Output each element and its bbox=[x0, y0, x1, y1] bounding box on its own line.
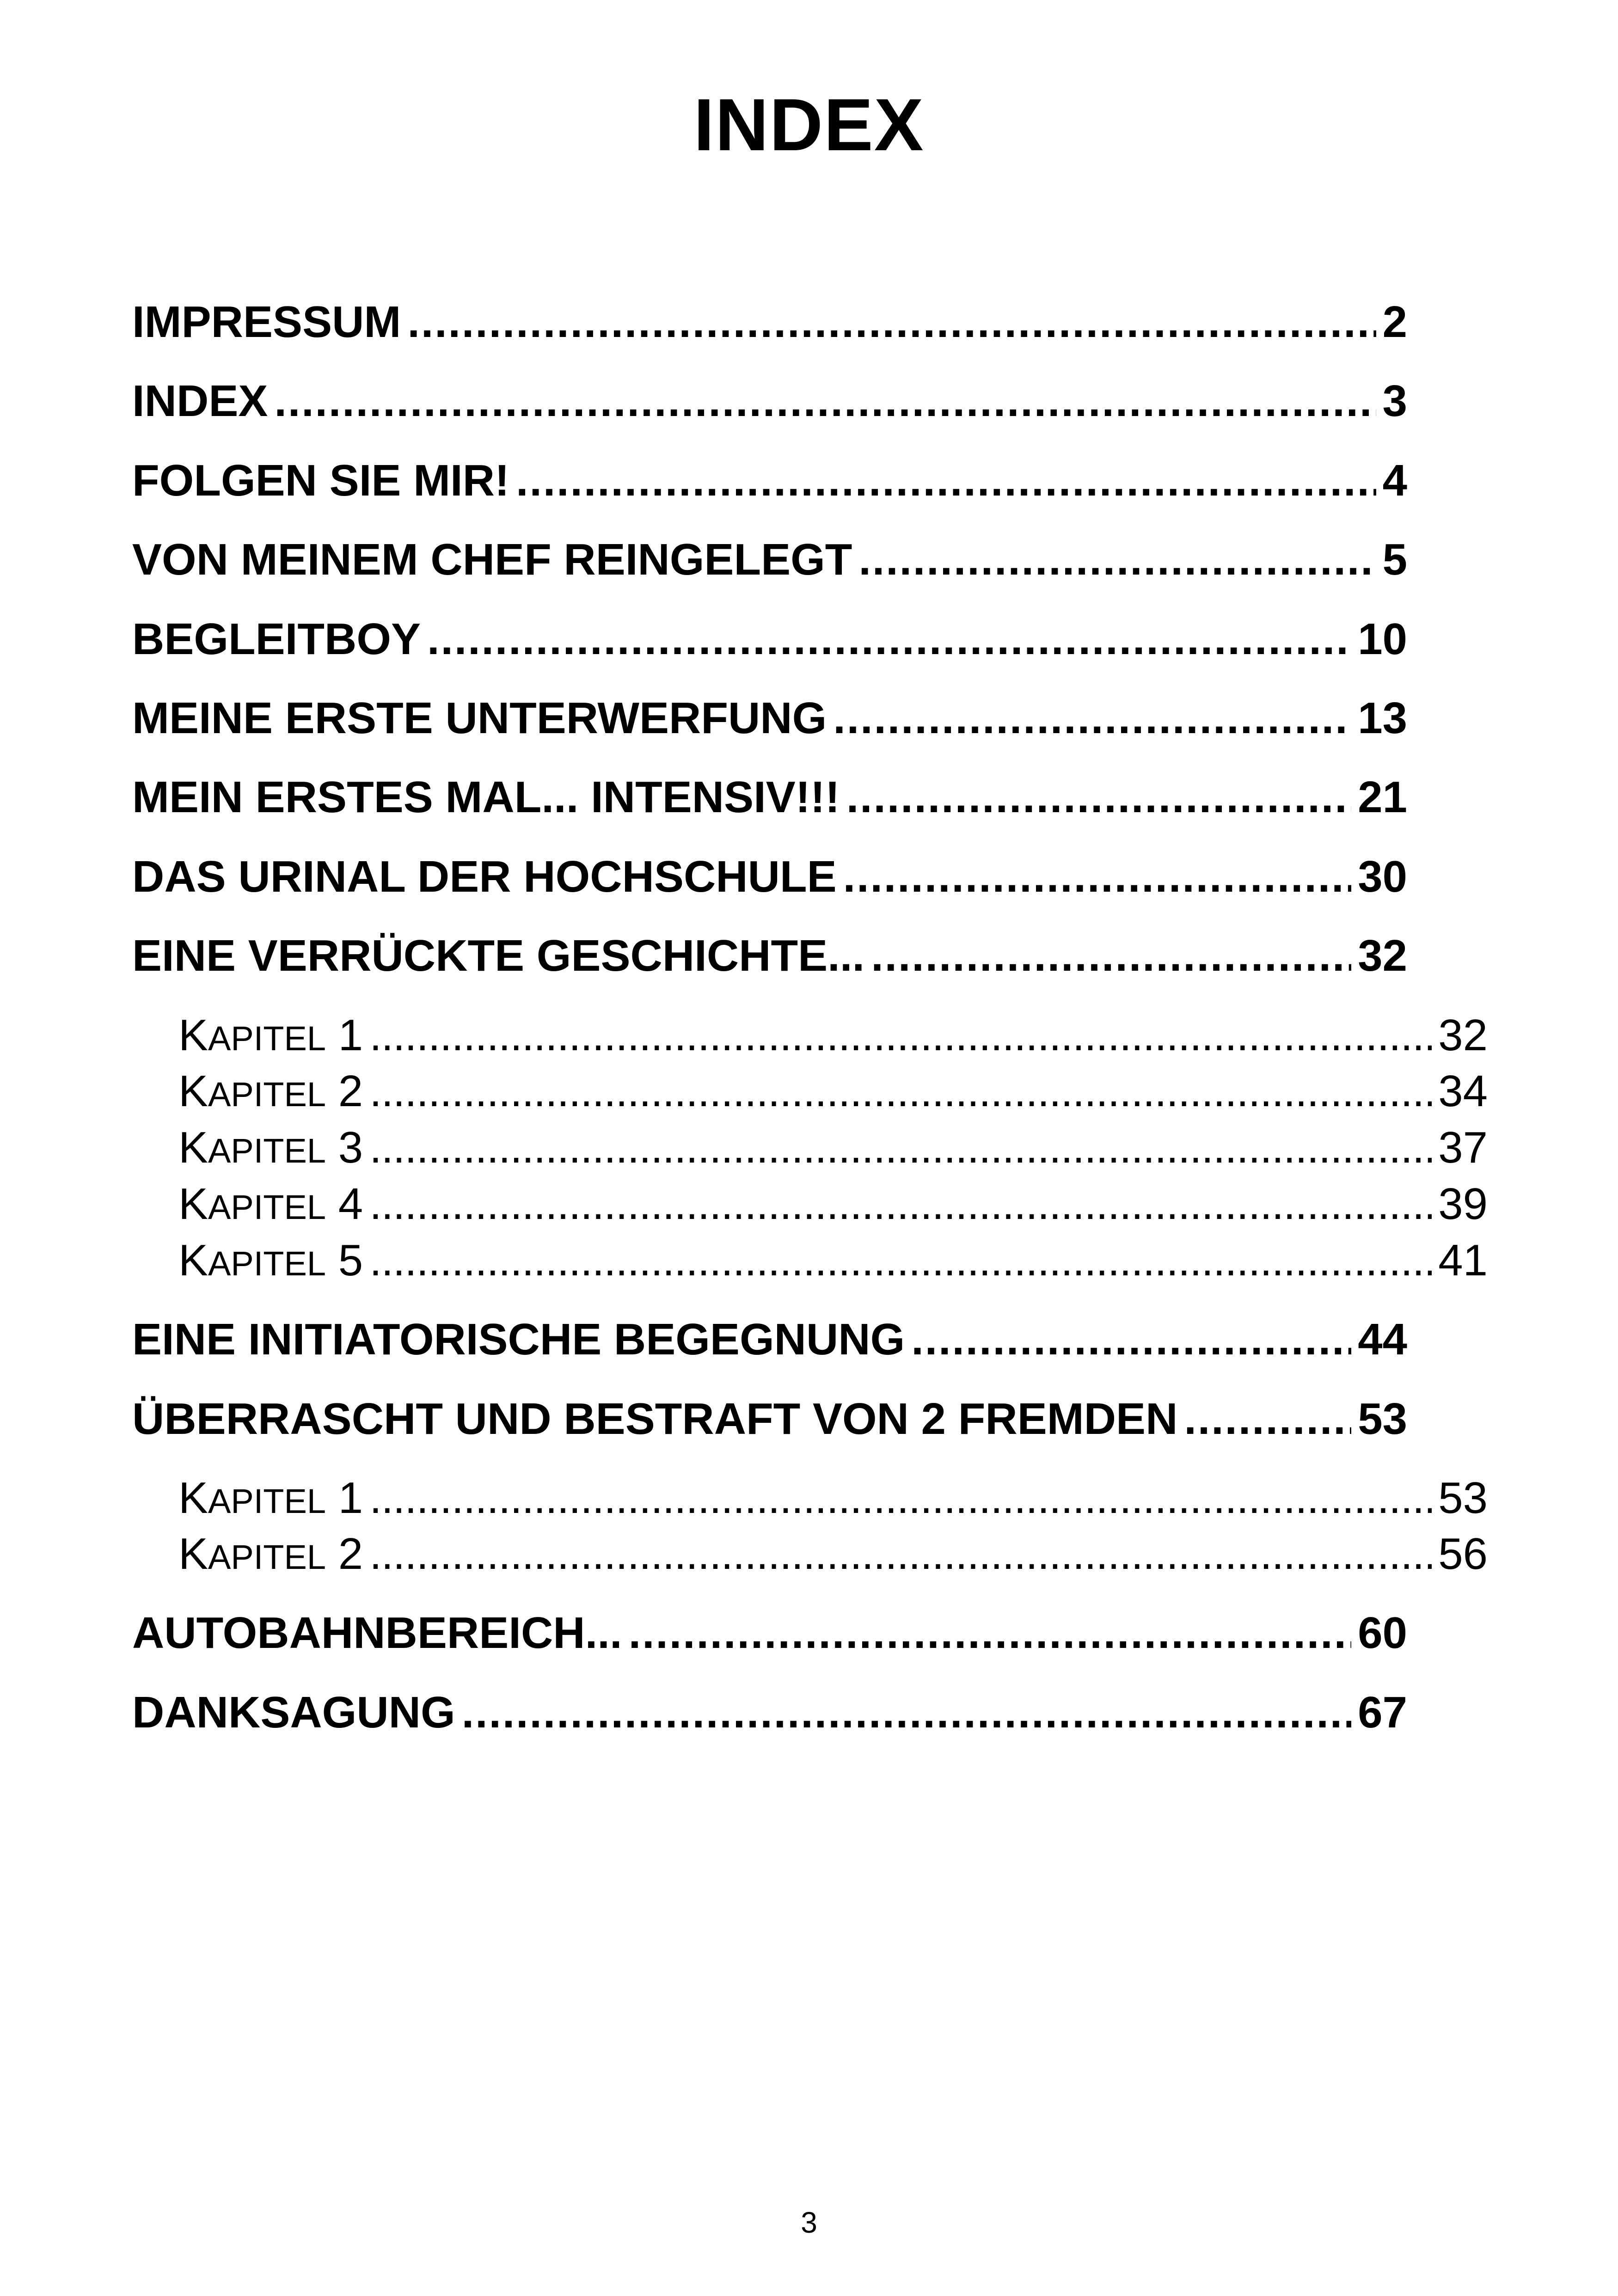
toc-entry[interactable] bbox=[132, 532, 1407, 588]
toc-entry-title: EINE VERRÜCKTE GESCHICHTE... bbox=[132, 931, 865, 980]
toc-dot-leader bbox=[846, 770, 1352, 825]
toc-dot-leader bbox=[911, 1312, 1351, 1367]
toc-entry[interactable] bbox=[132, 1605, 1407, 1661]
toc-entry-title: INDEX bbox=[132, 376, 268, 426]
toc-dot-leader bbox=[274, 373, 1376, 429]
toc-subentry[interactable] bbox=[178, 1233, 1488, 1288]
toc-entry-page: 44 bbox=[1358, 1315, 1407, 1364]
toc-entry-page: 2 bbox=[1382, 297, 1407, 347]
toc-entry-page: 4 bbox=[1382, 456, 1407, 505]
toc-entry-page: 5 bbox=[1382, 535, 1407, 584]
page-number: 3 bbox=[801, 2206, 817, 2239]
toc-entry-title: MEINE ERSTE UNTERWERFUNG bbox=[132, 693, 827, 743]
toc-entry[interactable] bbox=[132, 612, 1407, 667]
toc-subentry[interactable] bbox=[178, 1527, 1488, 1581]
toc-dot-leader bbox=[1184, 1391, 1351, 1447]
toc-subentry-page: 32 bbox=[1438, 1010, 1488, 1060]
toc-dot-leader bbox=[516, 453, 1376, 508]
toc-entry-title: DAS URINAL DER HOCHSCHULE bbox=[132, 852, 837, 901]
toc-entry-title: AUTOBAHNBEREICH... bbox=[132, 1608, 622, 1658]
toc-subentry-title: KAPITEL 1 bbox=[178, 1010, 363, 1060]
toc-entry-title: MEIN ERSTES MAL... INTENSIV!!! bbox=[132, 772, 840, 822]
toc-dot-leader bbox=[871, 928, 1351, 984]
toc-entry-title: EINE INITIATORISCHE BEGEGNUNG bbox=[132, 1315, 905, 1364]
toc-subentry[interactable] bbox=[178, 1471, 1488, 1525]
toc-subentry-title: KAPITEL 1 bbox=[178, 1473, 363, 1523]
toc-dot-leader bbox=[369, 1008, 1432, 1063]
toc-entry-title: DANKSAGUNG bbox=[132, 1688, 455, 1737]
toc-dot-leader bbox=[833, 691, 1351, 746]
toc-dot-leader bbox=[369, 1233, 1432, 1288]
toc-dot-leader bbox=[369, 1527, 1432, 1581]
toc-entry[interactable] bbox=[132, 1312, 1407, 1367]
toc-entry-page: 67 bbox=[1358, 1688, 1407, 1737]
toc-subentry-title: KAPITEL 4 bbox=[178, 1179, 363, 1229]
toc-dot-leader bbox=[369, 1471, 1432, 1525]
toc-entry[interactable] bbox=[132, 1685, 1407, 1740]
toc-entry-title: VON MEINEM CHEF REINGELEGT bbox=[132, 535, 852, 584]
toc-dot-leader bbox=[369, 1177, 1432, 1231]
toc-dot-leader bbox=[427, 612, 1351, 667]
toc-entry-title: FOLGEN SIE MIR! bbox=[132, 456, 509, 505]
toc-subentry-page: 37 bbox=[1438, 1123, 1488, 1172]
toc-dot-leader bbox=[629, 1605, 1352, 1661]
toc-subentry[interactable] bbox=[178, 1177, 1488, 1231]
toc-dot-leader bbox=[407, 294, 1376, 350]
toc-entry-title: BEGLEITBOY bbox=[132, 614, 421, 664]
toc-subentry[interactable] bbox=[178, 1120, 1488, 1175]
toc-entry-page: 13 bbox=[1358, 693, 1407, 743]
toc-entry[interactable] bbox=[132, 770, 1407, 825]
toc-subentry-title: KAPITEL 2 bbox=[178, 1066, 363, 1116]
toc-entry[interactable] bbox=[132, 1391, 1407, 1447]
toc-entry-page: 32 bbox=[1358, 931, 1407, 980]
toc-entry-page: 53 bbox=[1358, 1394, 1407, 1444]
toc-subentry[interactable] bbox=[178, 1064, 1488, 1119]
toc-subentry-title: KAPITEL 3 bbox=[178, 1123, 363, 1172]
toc-entry-title: IMPRESSUM bbox=[132, 297, 401, 347]
toc-subentry-page: 53 bbox=[1438, 1473, 1488, 1523]
toc-entry[interactable] bbox=[132, 928, 1407, 984]
page-title: INDEX bbox=[693, 83, 925, 166]
toc-entry-page: 3 bbox=[1382, 376, 1407, 426]
toc-entry-page: 10 bbox=[1358, 614, 1407, 664]
toc-dot-leader bbox=[858, 532, 1376, 588]
toc-dot-leader bbox=[369, 1064, 1432, 1119]
toc-dot-leader bbox=[843, 849, 1352, 905]
toc-entry[interactable] bbox=[132, 849, 1407, 905]
toc-entry[interactable] bbox=[132, 453, 1407, 508]
toc-subentry-title: KAPITEL 2 bbox=[178, 1529, 363, 1579]
toc-subentry-page: 39 bbox=[1438, 1179, 1488, 1229]
toc-subentry[interactable] bbox=[178, 1008, 1488, 1063]
toc-subentry-page: 41 bbox=[1438, 1236, 1488, 1285]
toc-entry[interactable] bbox=[132, 294, 1407, 350]
toc-dot-leader bbox=[462, 1685, 1352, 1740]
toc-entry[interactable] bbox=[132, 373, 1407, 429]
toc-entry-page: 21 bbox=[1358, 772, 1407, 822]
toc-entry[interactable] bbox=[132, 691, 1407, 746]
toc-subentry-page: 34 bbox=[1438, 1066, 1488, 1116]
toc-subentry-title: KAPITEL 5 bbox=[178, 1236, 363, 1285]
toc-entry-page: 60 bbox=[1358, 1608, 1407, 1658]
toc-subentry-page: 56 bbox=[1438, 1529, 1488, 1579]
toc-entry-page: 30 bbox=[1358, 852, 1407, 901]
toc-dot-leader bbox=[369, 1120, 1432, 1175]
toc-entry-title: ÜBERRASCHT UND BESTRAFT VON 2 FREMDEN bbox=[132, 1394, 1178, 1444]
